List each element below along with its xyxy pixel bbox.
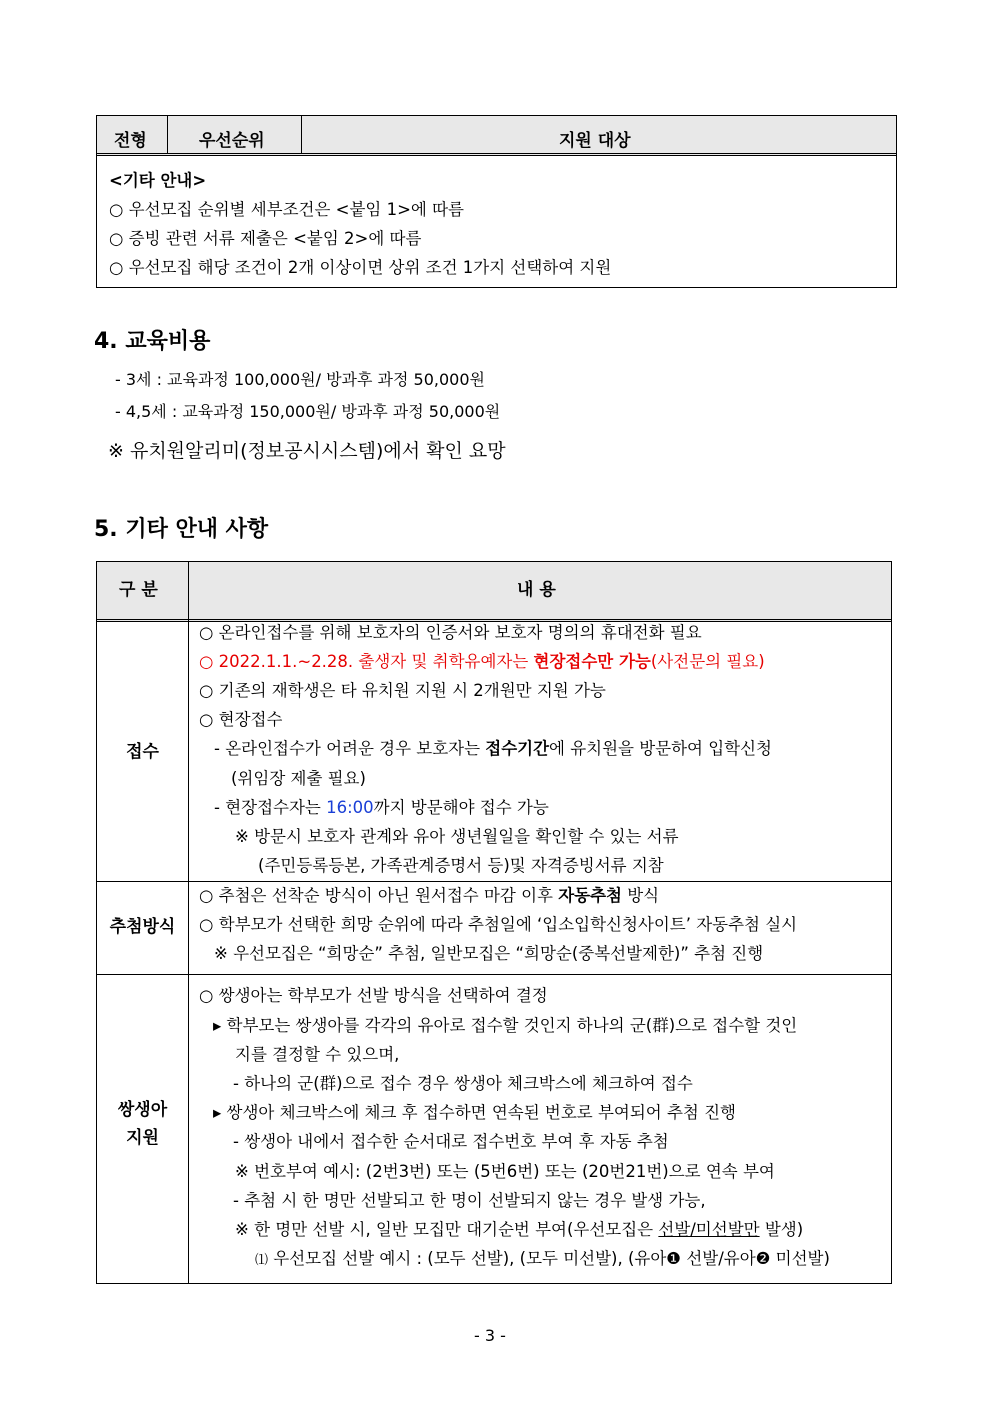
table-header xyxy=(97,116,896,156)
header-category: 구 분 xyxy=(119,580,158,600)
table-header xyxy=(97,562,891,622)
twins-note: ※ 번호부여 예시: (2번3번) 또는 (5번6번) 또는 (20번21번)으로 연속 부여 xyxy=(235,1162,775,1181)
lottery-line: ○ 추첨은 선착순 방식이 아닌 원서접수 마감 이후 자동추첨 방식 xyxy=(199,886,660,905)
reception-line: - 현장접수자는 16:00까지 방문해야 접수 가능 xyxy=(214,798,549,817)
reception-note: (주민등록등본, 가족관계증명서 등)및 자격증빙서류 지참 xyxy=(258,856,664,875)
info-title: <기타 안내> xyxy=(109,171,207,190)
cost-note: ※ 유치원알리미(정보공시시스템)에서 확인 요망 xyxy=(108,440,506,462)
info-item: ○ 증빙 관련 서류 제출은 <붙임 2>에 따름 xyxy=(109,229,422,248)
twins-line: ▸ 학부모는 쌍생아를 각각의 유아로 접수할 것인지 하나의 군(群)으로 접수할 것인 xyxy=(213,1016,798,1035)
info-item: ○ 우선모집 해당 조건이 2개 이상이면 상위 조건 1가지 선택하여 지원 xyxy=(109,258,612,277)
header-priority: 우선순위 xyxy=(199,131,265,151)
section-title-other: 5. 기타 안내 사항 xyxy=(94,517,269,542)
reception-note: ※ 방문시 보호자 관계와 유아 생년월일을 확인할 수 있는 서류 xyxy=(235,827,679,846)
cost-line: - 3세 : 교육과정 100,000원/ 방과후 과정 50,000원 xyxy=(115,370,485,389)
twins-line: - 하나의 군(群)으로 접수 경우 쌍생아 체크박스에 체크하여 접수 xyxy=(233,1074,693,1093)
twins-line: ○ 쌍생아는 학부모가 선발 방식을 선택하여 결정 xyxy=(199,986,548,1005)
row-label-twins: 쌍생아 지원 xyxy=(117,1100,168,1149)
twins-note: ※ 한 명만 선발 시, 일반 모집만 대기순번 부여(우선모집은 선발/미선발만 발생) xyxy=(235,1220,804,1239)
reception-line: - 온라인접수가 어려운 경우 보호자는 접수기간에 유치원을 방문하여 입학신청 xyxy=(214,739,772,758)
header-target: 지원 대상 xyxy=(559,131,631,151)
page-number: - 3 - xyxy=(474,1326,506,1345)
reception-line: ○ 기존의 재학생은 타 유치원 지원 시 2개원만 지원 가능 xyxy=(199,681,606,700)
header-type: 전형 xyxy=(114,131,147,151)
row-label-reception: 접수 xyxy=(126,742,159,762)
other-info-table xyxy=(96,561,892,1284)
section-title-cost: 4. 교육비용 xyxy=(94,329,211,354)
reception-line: (위임장 제출 필요) xyxy=(231,769,366,788)
row-label-lottery: 추첨방식 xyxy=(109,917,176,937)
twins-line: - 추첨 시 한 명만 선발되고 한 명이 선발되지 않는 경우 발생 가능, xyxy=(233,1191,706,1210)
twins-line: - 쌍생아 내에서 접수한 순서대로 접수번호 부여 후 자동 추첨 xyxy=(233,1132,669,1151)
reception-line: ○ 온라인접수를 위해 보호자의 인증서와 보호자 명의의 휴대전화 필요 xyxy=(199,623,702,642)
lottery-note: ※ 우선모집은 “희망순” 추첨, 일반모집은 “희망순(중복선발제한)” 추첨 진행 xyxy=(214,944,764,963)
support-target-table xyxy=(96,115,897,288)
reception-line: ○ 현장접수 xyxy=(199,710,283,729)
twins-line: ▸ 쌍생아 체크박스에 체크 후 접수하면 연속된 번호로 부여되어 추첨 진행 xyxy=(213,1103,736,1122)
lottery-line: ○ 학부모가 선택한 희망 순위에 따라 추첨일에 ‘입소입학신청사이트’ 자동추첨 실시 xyxy=(199,915,798,934)
info-item: ○ 우선모집 순위별 세부조건은 <붙임 1>에 따름 xyxy=(109,200,464,219)
reception-line: ○ 2022.1.1.~2.28. 출생자 및 취학유예자는 현장접수만 가능(사전문의 필요) xyxy=(199,652,765,671)
twins-example: ⑴ 우선모집 선발 예시 : (모두 선발), (모두 미선발), (유아❶ 선발/유아❷ 미선발) xyxy=(255,1249,830,1268)
cost-line: - 4,5세 : 교육과정 150,000원/ 방과후 과정 50,000원 xyxy=(115,402,501,421)
twins-line: 지를 결정할 수 있으며, xyxy=(235,1045,400,1064)
header-content: 내 용 xyxy=(517,580,556,600)
